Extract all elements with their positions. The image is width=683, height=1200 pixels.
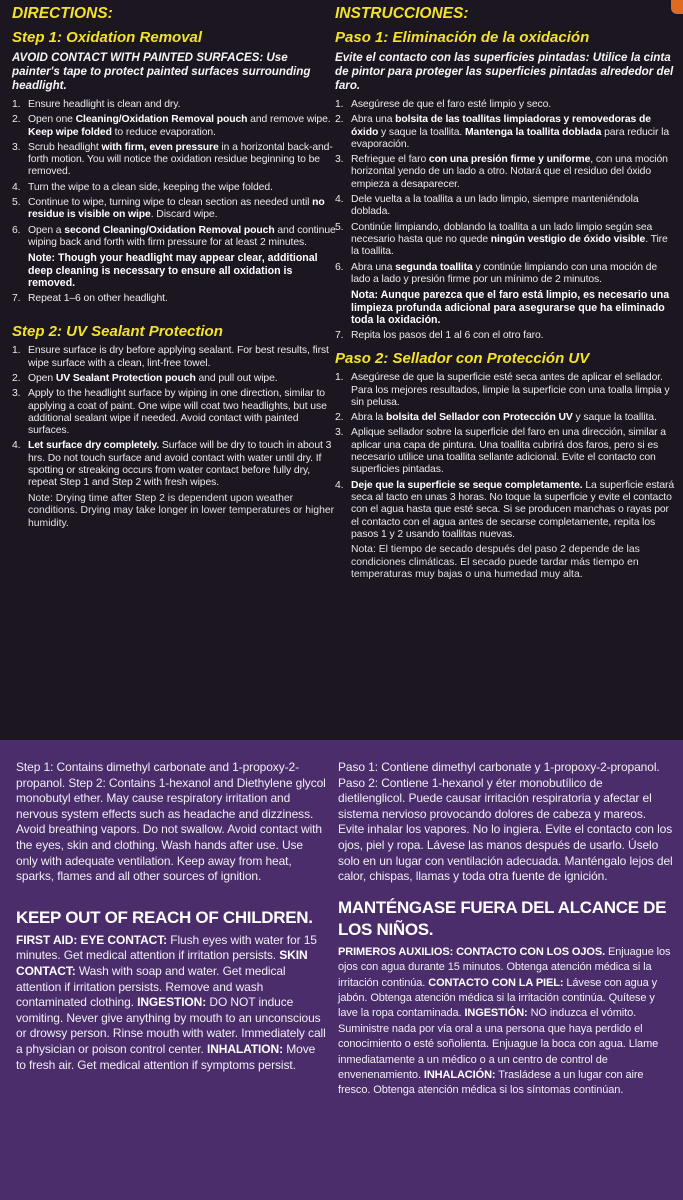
list-item [335,372,675,409]
item-emphasis: second Cleaning/Oxidation Removal pouch [64,224,275,236]
first-aid-label: INGESTIÓN: [464,1007,528,1020]
first-aid-label: FIRST AID: EYE CONTACT: [16,932,168,947]
list-item [12,182,337,194]
first-aid-label: PRIMEROS AUXILIOS: CONTACTO CON LOS OJOS. [338,945,606,958]
first-aid-text: Wash with soap and water. Get medical attention if irritation persists. Remove and wash contaminated clothing. [16,963,286,1010]
painted-surface-warning: AVOID CONTACT WITH PAINTED SURFACES: Use painter's tape to protect painted surfaces surrounding headlight. [12,51,311,92]
item-text: y saque la toallita. [378,126,465,138]
item-text: Abra una [351,114,396,126]
list-item [335,480,675,541]
item-text: Ensure surface is dry before applying sealant. For best results, first wipe surface with a clean, lint-free towel. [28,345,329,369]
first-aid-en [16,933,326,1073]
item-text: Open a [28,224,65,236]
item-text: and pull out wipe. [195,372,278,384]
step1-item-7 [12,293,337,305]
item-emphasis: Mantenga la toallita doblada [464,126,602,138]
item-number: 1. [335,372,344,384]
item-number: 6. [335,261,344,273]
list-item [335,99,675,111]
list-item [335,222,675,259]
item-text: Surface will be dry to touch in about 3 hrs. Do not touch surface and avoid contact with water until dry. If spotting or streaking occurs from water contact before fully dry, repeat Step 1 and Step 2 with fresh wipes. [28,440,332,489]
superficies-warning: Evite el contacto con las superficies pintadas: Utilice la cinta de pintor para proteger las superficies pintadas alrededor del faro. [335,51,674,92]
paso2-title: Paso 2: Sellador con Protección UV [335,350,590,368]
item-text: Scrub headlight [28,141,102,153]
step2-note: Note: Drying time after Step 2 is dependent upon weather conditions. Drying may take longer in lower temperatures or higher humidity. [28,492,335,529]
item-text: Open one [28,114,76,126]
item-number: 2. [335,114,344,126]
first-aid-label: INHALACIÓN: [423,1069,496,1081]
item-text: . Discard wipe. [150,209,218,221]
item-number: 2. [12,372,21,384]
item-text: Abra una [351,261,396,273]
item-text: y saque la toallita. [572,412,657,424]
first-aid-label: INHALATION: [206,1041,283,1056]
list-item [12,114,337,139]
item-text: Continue to wipe, turning wipe to clean section as needed until [28,197,313,209]
list-item [335,194,675,219]
first-aid-text: Move to fresh air. Get medical attention if symptoms persist. [16,1041,316,1072]
paso1-item-7 [335,330,675,342]
item-text: , con una moción horizontal yendo de un lado a otro. Notará que el residuo del óxido empieza a desaparecer. [351,154,668,190]
item-number: 3. [335,154,344,166]
paso2-list [335,372,675,541]
paso1-list [335,99,675,286]
item-emphasis: no residue is visible on wipe [28,197,325,221]
item-number: 5. [12,197,21,209]
item-number: 3. [12,141,21,153]
item-text: Apply to the headlight surface by wiping in one direction, similar to applying a coat of paint. One wipe will coat two headlights, but use additional sealant wipe if needed. Avoid contact with painted surfaces. [28,388,327,437]
step1-list [12,99,337,249]
item-number: 4. [12,181,21,193]
first-aid-text: DO NOT induce vomiting. Never give anything by mouth to an unconscious or drowsy person. Rinse mouth with water. Immediately call a physician or poison control center. [16,995,326,1056]
item-text: Aplique sellador sobre la superficie del faro en una dirección, similar a aplicar una capa de pintura. Una toallita cubrirá dos faros, pero si es necesario utilice una toallita sellante adicional. Evite el contacto con superficies pintadas. [351,427,666,476]
item-text: Asegúrese de que la superficie esté seca antes de aplicar el sellador. Para los mejores resultados, limpie la superficie con una toalla limpia y sin pelusa. [351,372,670,408]
item-text: para reducir la evaporación. [351,126,670,150]
list-item [12,293,337,305]
list-item [12,345,337,370]
mantengase-fuera: MANTÉNGASE FUERA DEL ALCANCE DE LOS NIÑOS. [338,897,667,939]
list-item [335,330,675,342]
list-item [12,388,337,437]
item-text: Abra la [351,412,387,424]
instrucciones-heading: INSTRUCCIONES: [335,5,469,22]
item-emphasis: segunda toallita [395,261,473,273]
item-text: Ensure headlight is clean and dry. [28,99,181,110]
list-item [335,262,675,287]
list-item [335,412,675,424]
item-number: 2. [335,412,344,424]
step2-title: Step 2: UV Sealant Protection [12,323,223,341]
item-number: 4. [335,479,344,491]
item-text: Open [28,372,56,384]
chemical-warning-es: Paso 1: Contiene dimethyl carbonate y 1-propoxy-2-propanol. Paso 2: Contiene 1-hexanol y éter monobutílico de dietilenglicol. Puede causar irritación respiratoria y afectar el sistema nervioso provocando dolores de cabeza y mareos. Evite inhalar los vapores. No lo ingiera. Evite el contacto con los ojos, piel y ropa. Lávese las manos después de usarlo. Úselo solo en un lugar con ventilación adecuada. Manténgalo lejos del calor, chispas, llamas y toda otra fuente de ignición. [338,760,673,884]
list-item [12,225,337,250]
item-emphasis: Keep wipe folded [28,126,112,138]
item-text: Dele vuelta a la toallita a un lado limpio, siempre manteniéndola doblada. [351,194,639,218]
first-aid-text: NO induzca el vómito. Suministre nada por vía oral a una persona que haya perdido el conocimiento o esté soñolienta. Enjuague la boca con agua. Llame inmediatamente a un médico o a un centro de control de envenenamiento. [338,1007,659,1081]
item-text: y continúe limpiando con una moción de lado a lado y presión firme por un mínimo de 2 minutos. [351,261,658,285]
item-number: 4. [12,440,21,452]
item-text: Continúe limpiando, doblando la toallita a un lado limpio según sea necesario hasta que no quede [351,221,653,245]
item-text: . Tire la toallita. [351,233,668,258]
item-number: 7. [335,329,344,341]
item-number: 1. [12,99,21,110]
item-number: 7. [12,293,21,305]
item-text: Asegúrese de que el faro esté limpio y seco. [351,99,552,110]
step1-note: Note: Though your headlight may appear clear, additional deep cleaning is necessary to ensure all oxidation is removed. [28,252,318,290]
paso1-title: Paso 1: Eliminación de la oxidación [335,29,590,46]
item-text: La superficie estará seca al tacto en unas 3 horas. No toque la superficie y evite el contacto con el agua hasta que esté seca. Si se producen manchas o rayas por el contacto con el agua antes de secarse completamente, repita los pasos 1 y 2 usando toallitas nuevas. [351,479,675,540]
item-emphasis: UV Sealant Protection pouch [55,372,196,384]
spanish-warnings [338,740,673,1099]
item-number: 1. [335,99,344,110]
first-aid-text: Lávese con agua y jabón. Obtenga atención médica si la irritación continúa. Quítese y lave la ropa contaminada. [338,976,658,1020]
orange-corner-tab [671,0,683,14]
item-text: and remove wipe. [247,114,331,126]
first-aid-label: INGESTION: [137,995,207,1010]
chemical-warning-en: Step 1: Contains dimethyl carbonate and 1-propoxy-2-propanol. Step 2: Contains 1-hexanol and Diethylene glycol monobutyl ether. May cause respiratory irritation and nervous system effects such as headache and dizziness. Avoid breathing vapors. Do not swallow. Avoid contact with the eyes, skin and clothing. Wash hands after use. Use only with adequate ventilation. Keep away from heat, sparks, flames and all other sources of ignition. [16,760,326,884]
first-aid-text: Trasládese a un lugar con aire fresco. Obtenga atención médica si los síntomas continúan. [338,1069,644,1097]
item-text: Repeat 1–6 on other headlight. [28,293,168,305]
list-item [335,114,675,151]
list-item [335,427,675,476]
english-directions [12,0,337,533]
first-aid-es [338,945,673,1099]
list-item [12,440,337,489]
paso1-note: Nota: Aunque parezca que el faro está limpio, es necesario una limpieza profunda adicional para asegurarse que ha eliminado toda la oxidación. [351,289,670,327]
first-aid-label: CONTACTO CON LA PIEL: [428,976,564,989]
item-number: 3. [335,427,344,439]
first-aid-text: Enjuague los ojos con agua durante 15 minutos. Obtenga atención médica si la irritación continúa. [338,945,671,989]
spanish-directions [335,0,675,585]
item-text: Turn the wipe to a clean side, keeping the wipe folded. [28,181,273,193]
item-text: to reduce evaporation. [111,126,216,138]
item-emphasis: Cleaning/Oxidation Removal pouch [75,114,248,126]
item-number: 5. [335,221,344,233]
list-item [12,99,337,111]
item-number: 6. [12,224,21,236]
item-text: Repita los pasos del 1 al 6 con el otro faro. [351,329,544,341]
item-emphasis: ningún vestigio de óxido visible [490,233,646,245]
list-item [335,154,675,191]
item-emphasis: with firm, even pressure [101,141,219,153]
first-aid-label: SKIN CONTACT: [16,948,308,978]
item-text: Refriegue el faro [351,154,429,166]
item-emphasis: con una presión firme y uniforme [428,154,591,166]
item-text: in a horizontal back-and-forth motion. You will notice the oxidation residue beginning to be removed. [28,141,333,178]
item-text: and continue wiping back and forth with firm pressure for at least 2 minutes. [28,224,336,248]
item-emphasis: bolsita del Sellador con Protección UV [386,412,573,424]
item-emphasis: bolsita de las toallitas limpiadoras y removedoras de óxido [351,114,651,138]
warnings-panel [0,740,683,1200]
list-item [12,373,337,385]
item-number: 2. [12,114,21,126]
step1-title: Step 1: Oxidation Removal [12,29,203,46]
item-number: 3. [12,388,21,400]
item-number: 1. [12,345,21,357]
step2-list [12,345,337,489]
item-emphasis: Deje que la superficie se seque completamente. [351,479,583,491]
keep-out-of-reach: KEEP OUT OF REACH OF CHILDREN. [16,907,313,927]
list-item [12,142,337,179]
item-emphasis: Let surface dry completely. [28,440,160,452]
english-warnings [16,740,326,1073]
item-number: 4. [335,194,344,206]
paso2-note: Nota: El tiempo de secado después del paso 2 depende de las condiciones climáticas. El secado puede tardar más tiempo en temperaturas muy bajas o una humedad muy alta. [351,544,640,581]
directions-heading: DIRECTIONS: [12,5,113,22]
first-aid-text: Flush eyes with water for 15 minutes. Get medical attention if irritation persists. [16,932,317,963]
list-item [12,197,337,222]
